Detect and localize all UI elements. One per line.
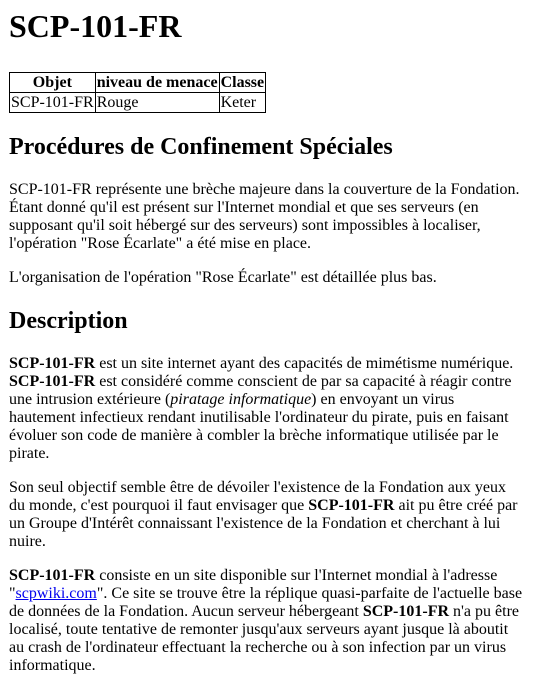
text-fragment: Son seul objectif semble être de dévoiler l'existence de la Fondation aux yeux du monde, c'est pourquoi il faut envisager que [9, 479, 506, 514]
scpwiki-link[interactable]: scpwiki.com [15, 585, 97, 602]
table-row [10, 93, 266, 113]
table-header-row [10, 73, 266, 93]
header-object: Objet [10, 73, 96, 93]
text-fragment: est un site internet ayant des capacités de mimétisme numérique. [95, 355, 514, 372]
text-fragment: n'a pu être localisé, toute tentative de remonter jusqu'aux serveurs ayant jusque là aboutit au crash de l'ordinateur effectuant la recherche ou à son infection par un virus informatique. [9, 603, 520, 674]
scp-name: SCP-101-FR [9, 355, 96, 372]
info-table [9, 72, 266, 113]
scp-name: SCP-101-FR [9, 373, 96, 390]
page-title: SCP-101-FR [9, 8, 182, 44]
header-threat-level: niveau de menace [96, 74, 218, 91]
description-paragraph-3 [9, 567, 524, 675]
cell-class: Keter [219, 93, 266, 113]
containment-paragraph-2: L'organisation de l'opération "Rose Écarlate" est détaillée plus bas. [9, 269, 437, 286]
containment-heading: Procédures de Confinement Spéciales [9, 134, 393, 160]
description-heading: Description [9, 308, 128, 334]
description-paragraph-2 [9, 479, 524, 551]
scp-name: SCP-101-FR [9, 567, 96, 584]
text-fragment: consiste en un site disponible sur l'Internet mondial à l'adresse " [9, 567, 498, 602]
containment-paragraph-1: SCP-101-FR représente une brèche majeure dans la couverture de la Fondation. Étant donné qu'il est présent sur l'Internet mondial et que ses serveurs (en supposant qu'il soit hébergé sur des serveurs) sont impossibles à localiser, l'opération "Rose Écarlate" a été mise en place. [9, 181, 520, 252]
scp-name: SCP-101-FR [362, 603, 450, 620]
text-fragment: ) en envoyant un virus hautement infectieux rendant inutilisable l'ordinateur du pirate, puis en faisant évoluer son code de manière à combler la brèche informatique utilisée par le pirate. [9, 391, 509, 462]
header-class: Classe [220, 74, 265, 91]
cell-object: SCP-101-FR [11, 94, 94, 111]
text-fragment: ait pu être créé par un Groupe d'Intérêt connaissant l'existence de la Fondation et cherchant à lui nuire. [9, 497, 518, 550]
text-fragment: ". Ce site se trouve être la réplique quasi-parfaite de l'actuelle base de données de la Fondation. Aucun serveur hébergeant [9, 585, 523, 620]
text-fragment: est considéré comme conscient de par sa capacité à réagir contre une intrusion extérieure ( [9, 373, 512, 408]
emphasis-text: piratage informatique [170, 391, 312, 408]
description-paragraph-1 [9, 355, 524, 463]
cell-threat-level: Rouge [95, 93, 219, 113]
scp-name: SCP-101-FR [308, 497, 395, 514]
